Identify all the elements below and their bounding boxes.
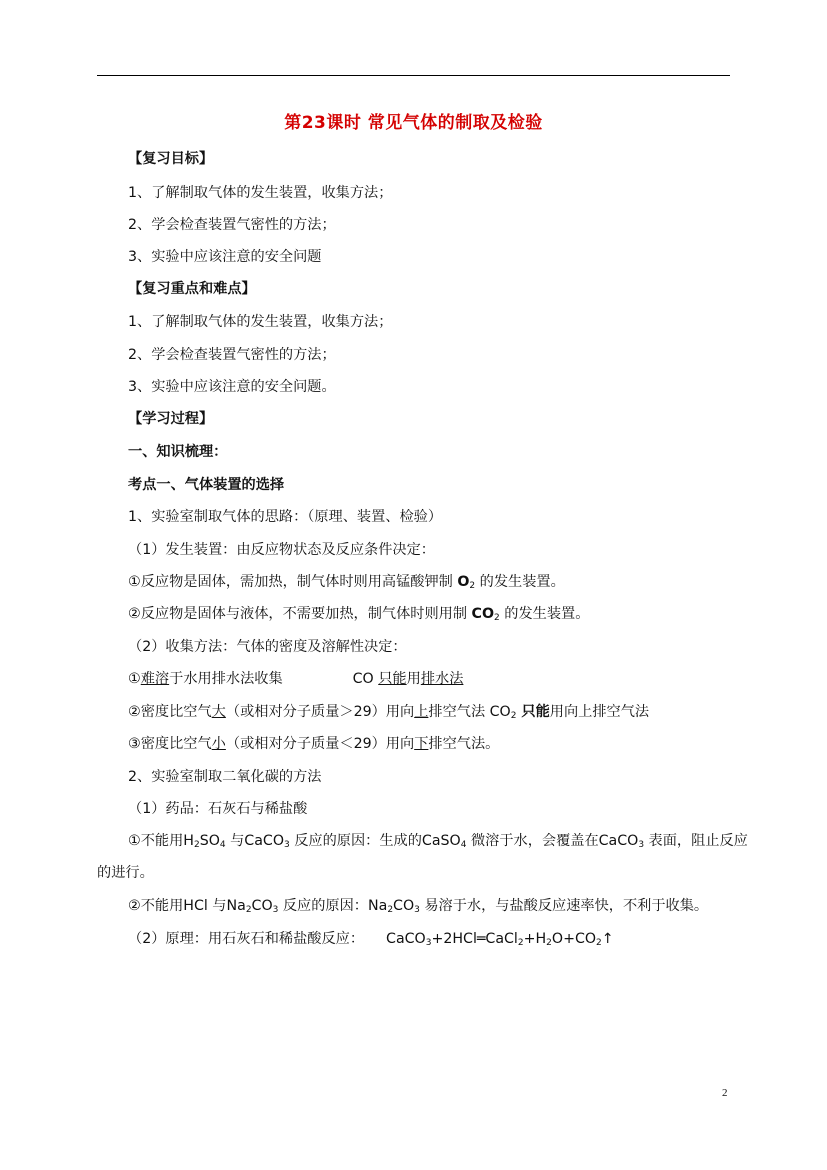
paragraph-reagents: （1）药品：石灰石与稀盐酸	[128, 801, 308, 817]
heading-review-goals: 【复习目标】	[128, 151, 214, 167]
paragraph-generator: （1）发生装置：由反应物状态及反应条件决定：	[128, 542, 435, 558]
item-no-na2co3: ②不能用HCl 与$Na_2CO_3$ 反应的原因：$Na_2CO_3$ 易溶于水，与盐酸反应速率快，不利于收集。	[128, 898, 709, 915]
item-downward-air: ③密度比空气小（或相对分子质量＜29）用向下排空气法。	[128, 736, 500, 752]
subheading-knowledge: 一、知识梳理：	[128, 444, 228, 460]
header-rule	[97, 75, 730, 76]
heading-key-points: 【复习重点和难点】	[128, 281, 256, 297]
subheading-point-one: 考点一、气体装置的选择	[128, 477, 285, 493]
page-number: 2	[722, 1087, 728, 1099]
item-reaction-principle: （2）原理：用石灰石和稀盐酸反应： $CaCO_3+2HCl═CaCl_2+H_2O+CO_2↑$	[128, 931, 614, 948]
item-no-h2so4: ①不能用$H_2SO_4$ 与CaCO$_3$ 反应的原因：生成的CaSO$_4$ 微溶于水，会覆盖在CaCO$_3$ 表面，阻止反应	[128, 833, 748, 850]
item-water-collection: ①难溶于水用排水法收集 CO 只能用排水法	[128, 671, 464, 687]
page-title: 第23课时 常见气体的制取及检验	[284, 113, 543, 133]
keypoint-item-3: 3、实验中应该注意的安全问题。	[128, 379, 336, 395]
paragraph-gas-approach: 1、实验室制取气体的思路：（原理、装置、检验）	[128, 509, 443, 525]
item-no-h2so4-cont: 的进行。	[97, 865, 154, 881]
paragraph-co2-method: 2、实验室制取二氧化碳的方法	[128, 769, 322, 785]
item-solid-liquid: ②反应物是固体与液体，不需要加热，制气体时则用制 $CO_2$ 的发生装置。	[128, 606, 590, 623]
reaction-equation: $CaCO_3+2HCl═CaCl_2+H_2O+CO_2↑$	[386, 931, 614, 948]
keypoint-item-2: 2、学会检查装置气密性的方法；	[128, 347, 336, 363]
item-solid-heating: ①反应物是固体，需加热，制气体时则用高锰酸钾制 $O_2$ 的发生装置。	[128, 574, 565, 591]
keypoint-item-1: 1、了解制取气体的发生装置，收集方法；	[128, 314, 393, 330]
item-upward-air: ②密度比空气大（或相对分子质量＞29）用向上排空气法 $CO_2$ 只能用向上排空气法	[128, 704, 650, 721]
goal-item-1: 1、了解制取气体的发生装置，收集方法；	[128, 185, 393, 201]
heading-learning-process: 【学习过程】	[128, 411, 214, 427]
paragraph-collection: （2）收集方法：气体的密度及溶解性决定：	[128, 639, 407, 655]
goal-item-2: 2、学会检查装置气密性的方法；	[128, 217, 336, 233]
goal-item-3: 3、实验中应该注意的安全问题	[128, 249, 322, 265]
